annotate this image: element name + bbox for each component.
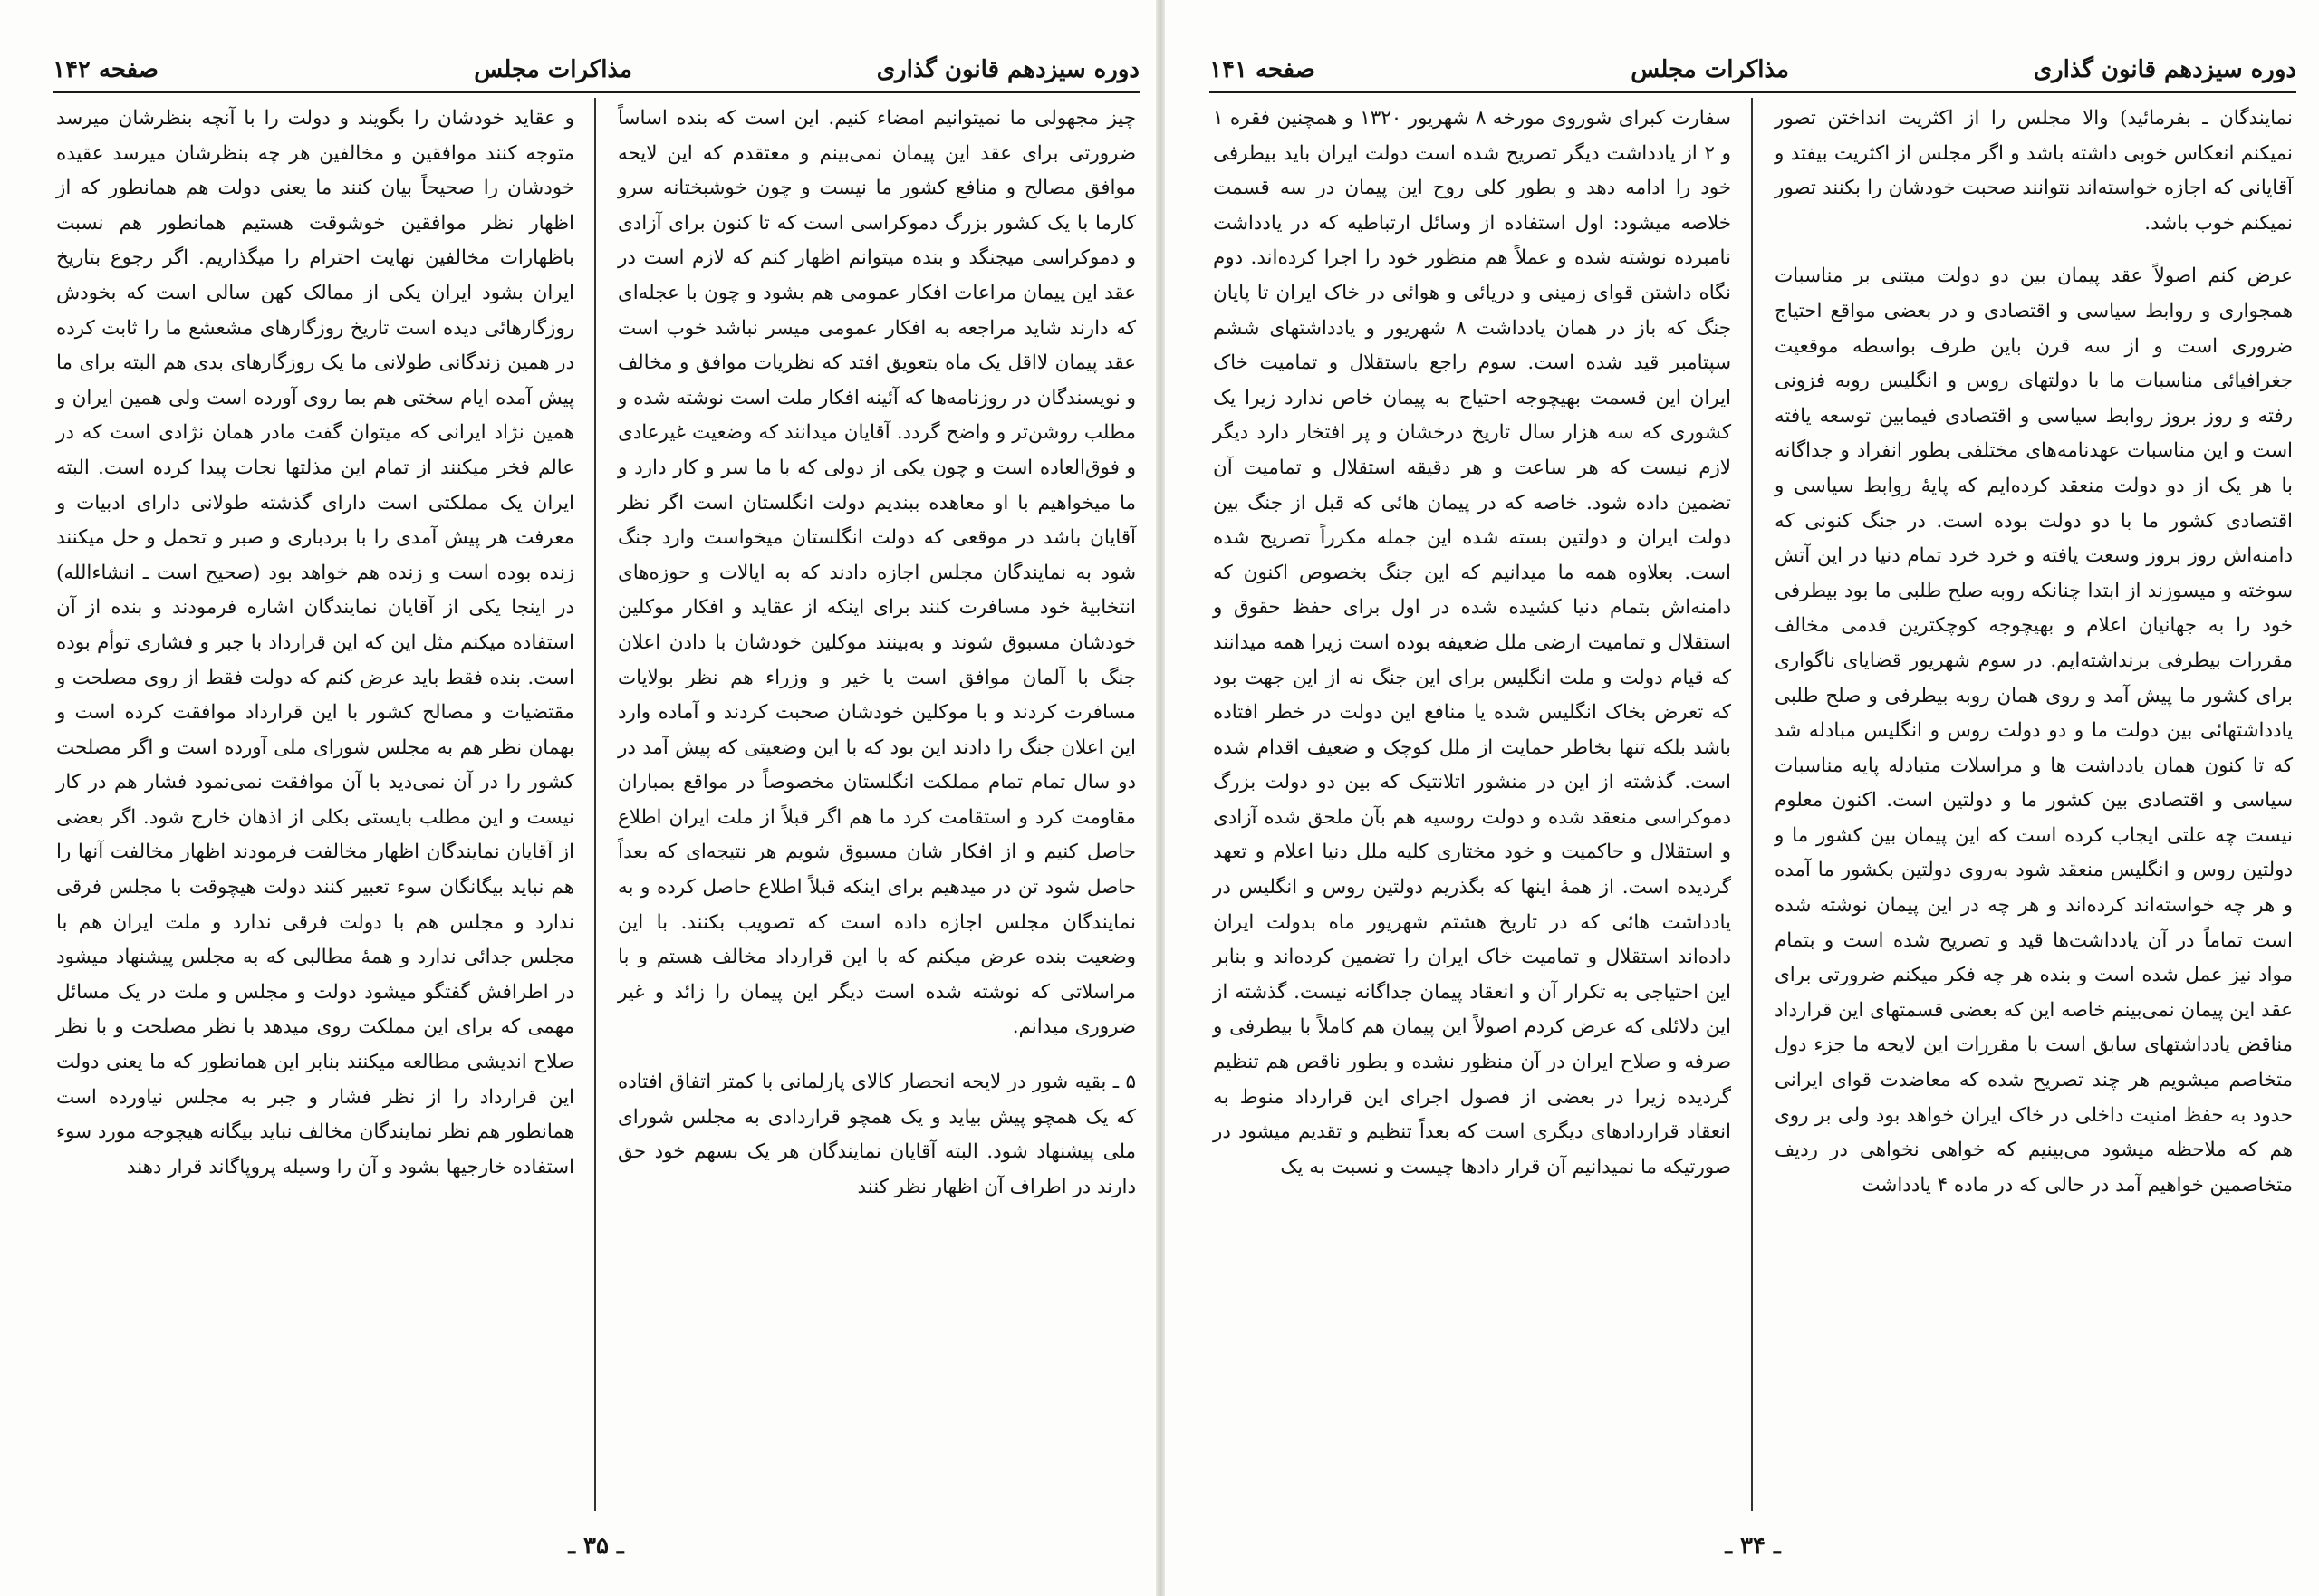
paragraph: سفارت کبرای شوروی مورخه ۸ شهریور ۱۳۲۰ و همچنین فقره ۱ و ۲ از یادداشت دیگر تصریح شده است دولت ایران باید بیطرفی خود را ادامه دهد و بطور کلی روح این پیمان در سه قسمت خلاصه میشود: اول استفاده از وسائل ارتباطیه که در یادداشت نامبرده نوشته شده و عملاً هم منظور خود را اجرا کرده‌اند. دوم نگاه داشتن قوای زمینی و دریائی و هوائی در خاک ایران تا پایان جنگ که باز در همان یادداشت ۸ شهریور و یادداشتهای ششم سپتامبر قید شده است. سوم راجع باستقلال و تمامیت خاک ایران این قسمت بهیچوجه احتیاج به پیمان خاص ندارد زیرا یک کشوری که سه هزار سال تاریخ درخشان و پر افتخار دارد دیگر لازم نیست که هر ساعت و هر دقیقه استقلال و تمامیت آن تضمین داده شود. خاصه که در پیمان هائی که قبل از جنگ بین دولت ایران و دولتین بسته شده این جمله مکرراً تصریح شده است. بعلاوه همه ما میدانیم که این جنگ بخصوص اکنون که دامنه‌اش بتمام دنیا کشیده شده در اول برای حفظ حقوق و استقلال و تمامیت ارضی ملل ضعیفه بوده است زیرا همه میدانند که قیام دولت و ملت انگلیس برای این جنگ نه از این جهت بود که تعرض بخاک انگلیس شده یا منافع این دولت در خطر افتاده باشد بلکه تنها بخاطر حمایت از ملل کوچک و ضعیف اقدام شده است. گذشته از این در منشور اتلانتیک که بین دو دولت بزرگ دموکراسی منعقد شده و دولت روسیه هم بآن ملحق شده آزادی و استقلال و حاکمیت و خود مختاری کلیه ملل دنیا اعلام و تعهد گردیده است. از همهٔ اینها که بگذریم دولتین روس و انگلیس در یادداشت هائی که در تاریخ هشتم شهریور ماه بدولت ایران داده‌اند استقلال و تمامیت خاک ایران را تضمین کرده‌اند و بنابر این احتیاجی به تکرار آن و انعقاد پیمان جداگانه نیست. گذشته از این دلائلی که عرض کردم اصولاً این پیمان هم کاملاً با بیطرفی و صرفه و صلاح ایران در آن منظور نشده و بطور ناقص هم تنظیم گردیده زیرا در بعضی از فصول اجرای این قرارداد منوط به انعقاد قراردادهای دیگری است که بعداً تنظیم و تقدیم میشود در صورتیکه ما نمیدانیم آن قرار دادها چیست و نسبت به یک: [1213, 107, 1731, 1178]
header-series: دوره سیزدهم قانون گذاری: [876, 56, 1140, 83]
text-column-right: [614, 101, 1140, 1510]
paragraph: نمایندگان ـ بفرمائید) والا مجلس را از اکثریت انداختن تصور نمیکنم انعکاس خوبی داشته باشد و اگر مجلس از اکثریت بیفتد و آقایانی که اجازه خواسته‌اند نتوانند صحبت خودشان را بکنند تصور نمیکنم خوب باشد.: [1775, 107, 2293, 235]
text-column-left: [1209, 101, 1735, 1510]
header-section: مذاکرات مجلس: [1631, 56, 1789, 83]
header-rule: [1209, 91, 2296, 93]
header-rule: [53, 91, 1140, 93]
column-divider: [594, 98, 596, 1511]
text-column-right: [1771, 101, 2296, 1510]
page-folio: ـ ۳۴ ـ: [1725, 1533, 1781, 1560]
book-gutter: [1156, 0, 1165, 1596]
header-page-label: صفحه ۱۴۲: [53, 56, 159, 83]
page-right: [1209, 0, 2296, 1596]
paragraph: و عقاید خودشان را بگویند و دولت را با آنچه بنظرشان میرسد متوجه کنند موافقین و مخالفین هر چه بنظرشان میرسد عقیده خودشان را صحیحاً بیان کنند ما یعنی دولت هم همانطور که از اظهار نظر موافقین خوشوقت هستیم همانطور هم نسبت باظهارات مخالفین نهایت احترام را میگذاریم. اگر رجوع بتاریخ ایران بشود ایران یکی از ممالک کهن سالی است که بخودش روزگارهائی دیده است تاریخ روزگارهای مشعشع ما را ثابت کرده در همین زندگانی طولانی ما یک روزگارهای بدی هم البته برای ما پیش آمده ایام سختی هم بما روی آورده است ولی همین ایران و همین نژاد ایرانی که میتوان گفت مادر همان نژادی است که در عالم فخر میکنند از تمام این مذلتها نجات پیدا کرده است. البته ایران یک مملکتی است دارای گذشته طولانی دارای ادبیات و معرفت هر پیش آمدی را با بردباری و صبر و تحمل و حل میکنند زنده بوده است و زنده هم خواهد بود (صحیح است ـ انشاءالله) در اینجا یکی از آقایان نمایندگان اشاره فرمودند و بنده از آن استفاده میکنم مثل این که این قرارداد با جبر و فشاری توأم بوده است. بنده فقط باید عرض کنم که دولت فقط از روی مصلحت و مقتضیات و مصالح کشور با این قرارداد موافقت کرده است و بهمان نظر هم به مجلس شورای ملی آورده است و اگر مصلحت کشور را در آن نمی‌دید با آن موافقت نمی‌نمود فشار هم در کار نیست و این مطلب بایستی بکلی از اذهان خارج شود. اگر بعضی از آقایان نمایندگان اظهار مخالفت فرمودند اظهار مخالفت آنها را هم نباید بیگانگان سوء تعبیر کنند دولت هیچوقت با مجلس فرقی ندارد و مجلس هم با دولت فرقی ندارد و ملت ایران هم با مجلس جدائی ندارد و همهٔ مطالبی که به مجلس پیشنهاد میشود در اطرافش گفتگو میشود دولت و مجلس و ملت در یک مسائل مهمی که برای این مملکت روی میدهد با نظر مصلحت و با نظر صلاح اندیشی مطالعه میکنند بنابر این همانطور که ما یعنی دولت این قرارداد را از نظر فشار و جبر به مجلس نیاورده است همانطور هم نظر نمایندگان مخالف نباید بیگانه هیچوجه مورد سوء استفاده خارجیها بشود و آن را وسیله پروپاگاند قرار دهند: [56, 107, 574, 1178]
column-divider: [1751, 98, 1753, 1511]
header-page-label: صفحه ۱۴۱: [1209, 56, 1315, 83]
paragraph: چیز مجهولی ما نمیتوانیم امضاء کنیم. این است که بنده اساساً ضرورتی برای عقد این پیمان نمی‌بینم و معتقدم که این لایحه موافق مصالح و منافع کشور ما نیست و چون خوشبختانه سرو کارما با یک کشور بزرگ دموکراسی است که تا کنون برای آزادی و دموکراسی میجنگد و بنده میتوانم اظهار کنم که لازم است در عقد این پیمان مراعات افکار عمومی هم بشود و چون با عجله‌ای که دارند شاید مراجعه به افکار عمومی میسر نباشد خوب است عقد پیمان لااقل یک ماه بتعویق افتد که نظریات موافق و مخالف و نویسندگان در روزنامه‌ها که آئینه افکار ملت است نوشته شده و مطلب روشن‌تر و واضح گردد. آقایان میدانند که وضعیت غیرعادی و فوق‌العاده است و چون یکی از دولی که با ما سر و کار دارد و ما میخواهیم با او معاهده ببندیم دولت انگلستان است اگر نظر آقایان باشد در موقعی که دولت انگلستان میخواست وارد جنگ شود به نمایندگان مجلس اجازه دادند که به ایالات و حوزه‌های انتخابیهٔ خود مسافرت کنند برای اینکه از عقاید و افکار موکلین خودشان مسبوق شوند و به‌بینند موکلین خودشان با دادن اعلان جنگ با آلمان موافق است یا خیر و وزراء هم نظر بولایات مسافرت کردند و با موکلین خودشان صحبت کردند و آماده وارد این اعلان جنگ را دادند این بود که با این وضعیتی که پیش آمد در دو سال تمام تمام مملکت انگلستان مخصوصاً در مواقع بمباران مقاومت کرد و استقامت کرد ما هم اگر قبلاً از ملت ایران اطلاع حاصل کنیم و از افکار شان مسبوق شویم هر نتیجه‌ای که بعداً حاصل شود تن در میدهیم برای اینکه قبلاً اطلاع حاصل کرده و به نمایندگان مجلس اجازه داده است که تصویب بکنند. با این وضعیت بنده عرض میکنم که با این قرارداد مخالف هستم و با مراسلاتی که نوشته شده است دیگر این پیمان را زائد و غیر ضروری میدانم.: [617, 107, 1136, 1039]
paragraph: عرض کنم اصولاً عقد پیمان بین دو دولت مبتنی بر مناسبات همجواری و روابط سیاسی و اقتصادی و در بعضی مواقع احتیاج ضروری است و از سه قرن باین طرف بواسطه موقعیت جغرافیائی مناسبات ما با دولتهای روس و انگلیس روبه فزونی رفته و روز بروز روابط سیاسی و اقتصادی فیمابین توسعه یافته است و این مناسبات عهدنامه‌های مختلفی بطور انفراد و جداگانه با هر یک از دو دولت منعقد کرده‌ایم که پایهٔ روابط سیاسی و اقتصادی کشور ما با دو دولت بوده است. در جنگ کنونی که دامنه‌اش روز بروز وسعت یافته و خرد خرد تمام دنیا در این آتش سوخته و میسوزند از ابتدا چنانکه روبه صلح طلبی ما بود بیطرفی خود را به جهانیان اعلام و بهیچوجه کوچکترین قدمی مخالف مقررات بیطرفی برنداشته‌ایم. در سوم شهریور قضایای ناگواری برای کشور ما پیش آمد و روی همان روبه بیطرفی و صلح طلبی یادداشتهائی بین دولت ما و دو دولت روس و انگلیس مبادله شد که تا کنون همان یادداشت ها و مراسلات متبادله پایه مناسبات سیاسی و اقتصادی بین کشور ما و دولتین است. اکنون معلوم نیست چه علتی ایجاب کرده است که این پیمان بین کشور ما و دولتین روس و انگلیس منعقد شود به‌روی دولتین بکشور ما آمده و هر چه خواسته‌اند کرده‌اند و هر چه در این پیمان نوشته شده است تماماً در آن یادداشت‌ها قید و تصریح شده است و بتمام مواد نیز عمل شده است و بنده هر چه فکر میکنم ضرورتی برای عقد این پیمان نمی‌بینم خاصه این که بعضی قسمتهای این قرارداد مناقض یادداشتهای سابق است با مقررات این لایحه ما جزء دول متخاصم میشویم هر چند تصریح شده که معاضدت قوای ایرانی حدود به حفظ امنیت داخلی در خاک ایران خواهد بود ولی بر روی هم که ملاحظه میشود می‌بینیم که خواهی نخواهی در ردیف متخاصمین خواهیم آمد در حالی که در ماده ۴ یادداشت: [1775, 264, 2293, 1197]
page-left: [53, 0, 1140, 1596]
running-header: [53, 53, 1140, 87]
header-section: مذاکرات مجلس: [474, 56, 632, 83]
header-series: دوره سیزدهم قانون گذاری: [2033, 56, 2296, 83]
running-header: [1209, 53, 2296, 87]
page-folio: ـ ۳۵ ـ: [568, 1533, 624, 1560]
text-column-left: [53, 101, 578, 1510]
paragraph: ۵ ـ بقیه شور در لایحه انحصار کالای پارلمانی با کمتر اتفاق افتاده که یک همچو پیش بیاید و یک همچو قراردادی به مجلس شورای ملی پیشنهاد شود. البته آقایان نمایندگان هر یک بسهم خود حق دارند در اطراف آن اظهار نظر کنند: [618, 1071, 1136, 1198]
